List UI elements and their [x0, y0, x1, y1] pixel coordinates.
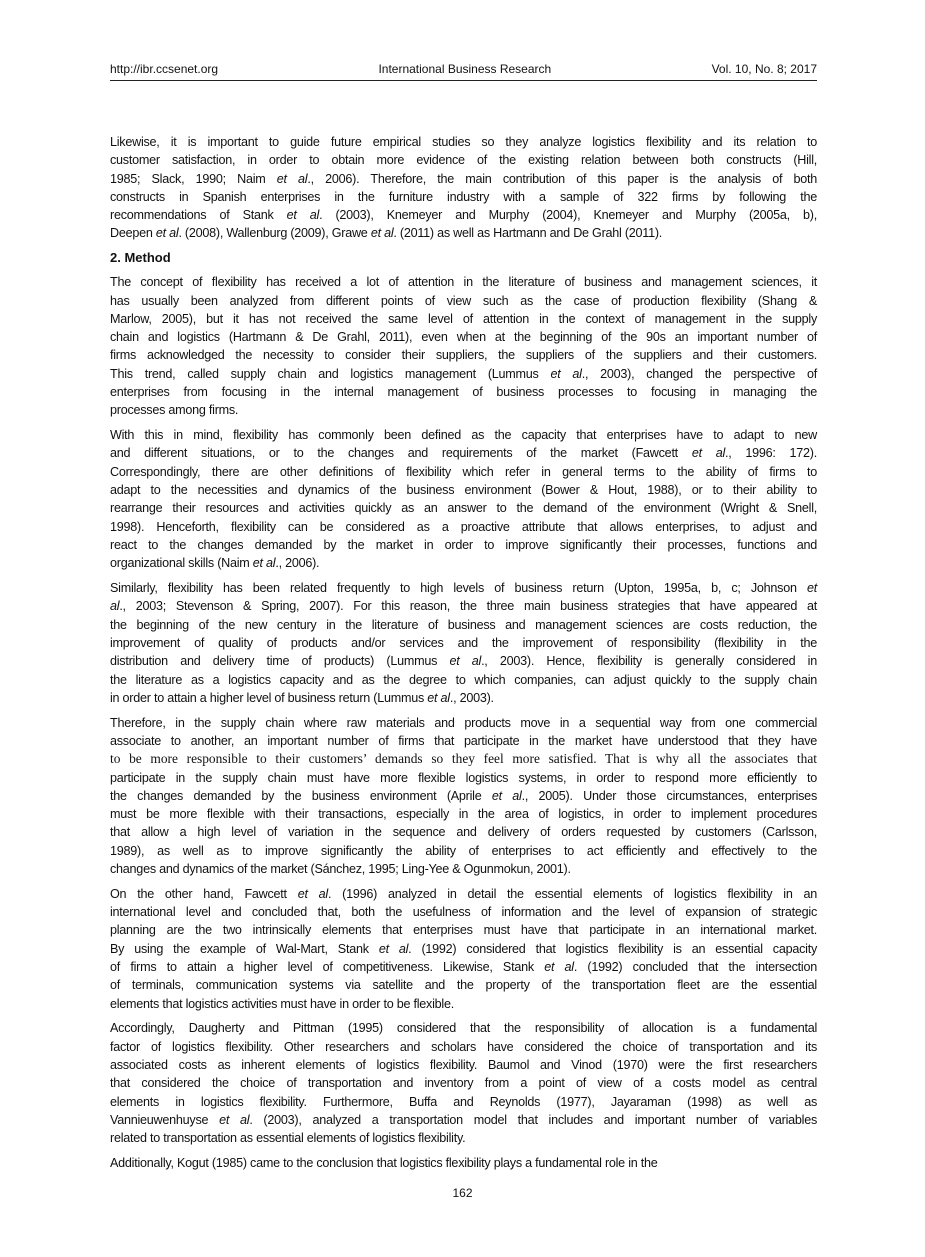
text-run: processes among firms. — [110, 403, 239, 418]
journal-url[interactable]: http://ibr.ccsenet.org — [110, 62, 219, 76]
text-run: Vannieuwenhuyse — [110, 1112, 220, 1127]
method-paragraphs — [110, 273, 817, 1172]
text-run: chain and logistics (Hartmann & De Grahl, 2011), even when at the beginning of the 90s an important number of — [110, 330, 817, 345]
text-run: This trend, called supply chain and logistics management (Lummus — [110, 366, 551, 381]
text-run: recommendations of Stank — [110, 208, 287, 223]
italic-text: et al — [550, 366, 582, 381]
text-line — [110, 958, 817, 976]
text-line — [110, 885, 817, 903]
text-line — [110, 634, 817, 652]
text-line — [110, 823, 817, 841]
text-run: the beginning of the new century in the literature of business and management sciences are costs reduction, the — [110, 617, 817, 632]
text-run: Correspondingly, there are other definitions of flexibility which refer in general terms to the ability of firms to — [110, 464, 817, 479]
text-line — [110, 170, 817, 188]
running-header — [110, 62, 817, 81]
text-line — [110, 206, 817, 224]
text-line — [110, 689, 817, 707]
text-line — [110, 1038, 817, 1056]
text-run: changes and dynamics of the market (Sánchez, 1995; Ling-Yee & Ogunmokun, 2001). — [110, 861, 571, 876]
text-run: Marlow, 2005), but it has not received the same level of attention in the context of management in the supply — [110, 311, 817, 326]
text-run: elements that logistics activities must have in order to be flexible. — [110, 996, 454, 1011]
paragraph — [110, 885, 817, 1013]
body-text — [110, 133, 817, 1179]
text-run: 1998). Henceforth, flexibility can be considered as a proactive attribute that allows enterprises, to adjust and — [110, 519, 817, 534]
italic-text: et al — [155, 226, 179, 241]
text-line — [110, 732, 817, 750]
text-line — [110, 310, 817, 328]
paragraph — [110, 579, 817, 707]
text-run: ., 2006). Therefore, the main contribution of this paper is the analysis of both — [307, 171, 817, 186]
text-line — [110, 444, 817, 462]
text-run: 1985; Slack, 1990; Naim — [110, 171, 277, 186]
text-line — [110, 903, 817, 921]
text-run: associated costs as inherent elements of logistics flexibility. Baumol and Vinod (1970) were the first researchers — [110, 1057, 817, 1072]
volume-info: Vol. 10, No. 8; 2017 — [711, 62, 817, 76]
text-run: Similarly, flexibility has been related frequently to high levels of business return (Upton, 1995a, b, c; Johnson — [110, 581, 807, 596]
text-line — [110, 1056, 817, 1074]
text-line — [110, 714, 817, 732]
text-line — [110, 769, 817, 787]
text-line — [110, 383, 817, 401]
section-heading: 2. Method — [110, 250, 171, 266]
text-line — [110, 652, 817, 670]
text-run: customer satisfaction, in order to obtain more evidence of the existing relation between both constructs (Hill, — [110, 153, 817, 168]
text-line — [110, 188, 817, 206]
paragraph — [110, 273, 817, 419]
text-line — [110, 518, 817, 536]
text-run: of firms to attain a higher level of competitiveness. Likewise, Stank — [110, 959, 545, 974]
text-line — [110, 1093, 817, 1111]
text-line — [110, 346, 817, 364]
text-line — [110, 292, 817, 310]
text-run: . (2008), Wallenburg (2009), Grawe — [178, 226, 371, 241]
text-run: in order to attain a higher level of business return (Lummus — [110, 690, 428, 705]
text-line — [110, 1154, 817, 1172]
text-line — [110, 463, 817, 481]
text-line — [110, 328, 817, 346]
text-line — [110, 1129, 817, 1147]
text-run: adapt to the necessities and dynamics of the business environment (Bower & Hout, 1988), or to their ability to — [110, 483, 817, 498]
text-run: related to transportation as essential elements of logistics flexibility. — [110, 1131, 466, 1146]
italic-text: et al — [691, 446, 726, 461]
italic-text: et al — [449, 654, 482, 669]
text-run: . (1992) considered that logistics flexibility is an essential capacity — [408, 941, 817, 956]
italic-text: et al — [276, 171, 308, 186]
text-run: and different situations, or to the changes and requirements of the market (Fawcett — [110, 446, 692, 461]
text-run: The concept of flexibility has received a lot of attention in the literature of business and management sciences, it — [110, 275, 817, 290]
text-line — [110, 499, 817, 517]
text-line — [110, 151, 817, 169]
text-line — [110, 995, 817, 1013]
text-line — [110, 273, 817, 291]
text-run: enterprises from focusing in the internal management of business processes to focusing in managing the — [110, 385, 817, 400]
text-line — [110, 224, 817, 242]
italic-text: et al — [219, 1112, 250, 1127]
text-run: of terminals, communication systems via satellite and the property of the transportation fleet are the essential — [110, 978, 817, 993]
text-line — [110, 860, 817, 878]
text-run: . (2003), Knemeyer and Murphy (2004), Knemeyer and Murphy (2005a, b), — [319, 208, 817, 223]
italic-text: et — [806, 581, 817, 596]
text-line — [110, 750, 817, 768]
text-run: firms acknowledged the necessity to consider their suppliers, the suppliers of the suppliers and their customers. — [110, 348, 817, 363]
text-line — [110, 1019, 817, 1037]
text-run: react to the changes demanded by the market in order to improve significantly their processes, functions and — [110, 537, 817, 552]
text-run: to be more responsible to their customers’ demands so they feel more satisfied. That is why all the associates that — [110, 751, 817, 767]
text-run: has usually been analyzed from different points of view such as the case of production flexibility (Shang & — [110, 293, 817, 308]
text-run: associate to another, an important number of firms that participate in the market have understood that they have — [110, 733, 817, 748]
text-run: ., 1996: 172). — [725, 446, 817, 461]
text-run: factor of logistics flexibility. Other researchers and scholars have considered the choice of transportation and its — [110, 1039, 817, 1054]
text-run: the literature as a logistics capacity and as the degree to which companies, can adjust quickly to the supply chain — [110, 672, 817, 687]
text-run: rearrange their resources and activities quickly as an answer to the demand of the environment (Wright & Snell, — [110, 501, 817, 516]
journal-title: International Business Research — [378, 62, 552, 76]
italic-text: et al — [252, 556, 276, 571]
paragraph — [110, 133, 817, 243]
text-run: Likewise, it is important to guide future empirical studies so they analyze logistics flexibility and its relation to — [110, 135, 817, 149]
text-run: the changes demanded by the business environment (Aprile — [110, 788, 492, 803]
text-run: ., 2003), changed the perspective of — [581, 366, 818, 381]
text-line — [110, 1074, 817, 1092]
text-run: ., 2005). Under those circumstances, enterprises — [521, 788, 817, 803]
text-run: ., 2003). Hence, flexibility is generally considered in — [481, 654, 817, 669]
italic-text: al — [110, 599, 120, 614]
text-run: . (1996) analyzed in detail the essential elements of logistics flexibility in an — [327, 886, 817, 901]
text-run: Deepen — [110, 226, 156, 241]
text-line — [110, 133, 817, 151]
text-run: ., 2003; Stevenson & Spring, 2007). For this reason, the three main business strategies that have appeared at — [119, 599, 817, 614]
text-run: organizational skills (Naim — [110, 556, 253, 571]
text-line — [110, 1111, 817, 1129]
text-line — [110, 597, 817, 615]
text-run: that considered the choice of transportation and inventory from a point of view of a costs model as central — [110, 1076, 817, 1091]
text-run: Therefore, in the supply chain where raw materials and products move in a sequential way from one commercial — [110, 715, 817, 730]
text-line — [110, 536, 817, 554]
paragraph — [110, 426, 817, 572]
text-run: that allow a high level of variation in the sequence and delivery of orders requested by customers (Carlsson, — [110, 825, 817, 840]
text-run: must be more flexible with their transactions, especially in the area of logistics, in order to implement procedures — [110, 807, 817, 822]
text-line — [110, 579, 817, 597]
text-run: . (2011) as well as Hartmann and De Grahl (2011). — [393, 226, 663, 241]
text-line — [110, 940, 817, 958]
text-run: . (2003), analyzed a transportation model that includes and important number of variables — [249, 1112, 817, 1127]
text-line — [110, 365, 817, 383]
text-run: elements in logistics flexibility. Furthermore, Buffa and Reynolds (1977), Jayaraman (1998) as well as — [110, 1094, 817, 1109]
text-run: . (1992) concluded that the intersection — [573, 959, 817, 974]
text-run: By using the example of Wal-Mart, Stank — [110, 941, 379, 956]
text-line — [110, 805, 817, 823]
text-run: constructs in Spanish enterprises in the furniture industry with a sample of 322 firms by following the — [110, 189, 817, 204]
text-run: international level and concluded that, both the usefulness of information and the level of expansion of strategic — [110, 905, 817, 920]
text-run: Accordingly, Daugherty and Pittman (1995) considered that the responsibility of allocation is a fundamental — [110, 1021, 817, 1036]
page-number: 162 — [452, 1186, 473, 1200]
text-line — [110, 481, 817, 499]
paragraph — [110, 1154, 817, 1172]
text-line — [110, 842, 817, 860]
italic-text: et al — [491, 788, 522, 803]
text-line — [110, 976, 817, 994]
text-line — [110, 921, 817, 939]
italic-text: et al — [544, 959, 574, 974]
text-run: improvement of quality of products and/or services and the improvement of responsibility (flexibility in the — [110, 635, 817, 650]
text-line — [110, 426, 817, 444]
text-line — [110, 616, 817, 634]
text-run: ., 2006). — [275, 556, 320, 571]
text-run: distribution and delivery time of products) (Lummus — [110, 654, 450, 669]
text-run: 1989), as well as to improve significantly the ability of enterprises to act efficiently and effectively to the — [110, 843, 817, 858]
italic-text: et al — [427, 690, 450, 705]
italic-text: et al — [378, 941, 409, 956]
text-line — [110, 554, 817, 572]
text-run: ., 2003). — [449, 690, 494, 705]
text-line — [110, 401, 817, 419]
paragraph — [110, 1019, 817, 1147]
text-line — [110, 787, 817, 805]
italic-text: et al — [370, 226, 394, 241]
text-run: participate in the supply chain must have more flexible logistics systems, in order to respond more efficiently to — [110, 770, 817, 785]
text-line — [110, 671, 817, 689]
italic-text: et al — [297, 886, 328, 901]
text-run: On the other hand, Fawcett — [110, 886, 298, 901]
intro-paragraphs — [110, 133, 817, 243]
paragraph — [110, 714, 817, 879]
text-run: With this in mind, flexibility has commonly been defined as the capacity that enterprises have to adapt to new — [110, 428, 817, 443]
text-run: planning are the two intrinsically elements that enterprises must have that participate in an international market. — [110, 923, 817, 938]
italic-text: et al — [286, 208, 320, 223]
text-run: Additionally, Kogut (1985) came to the conclusion that logistics flexibility plays a fundamental role in the — [110, 1155, 658, 1170]
